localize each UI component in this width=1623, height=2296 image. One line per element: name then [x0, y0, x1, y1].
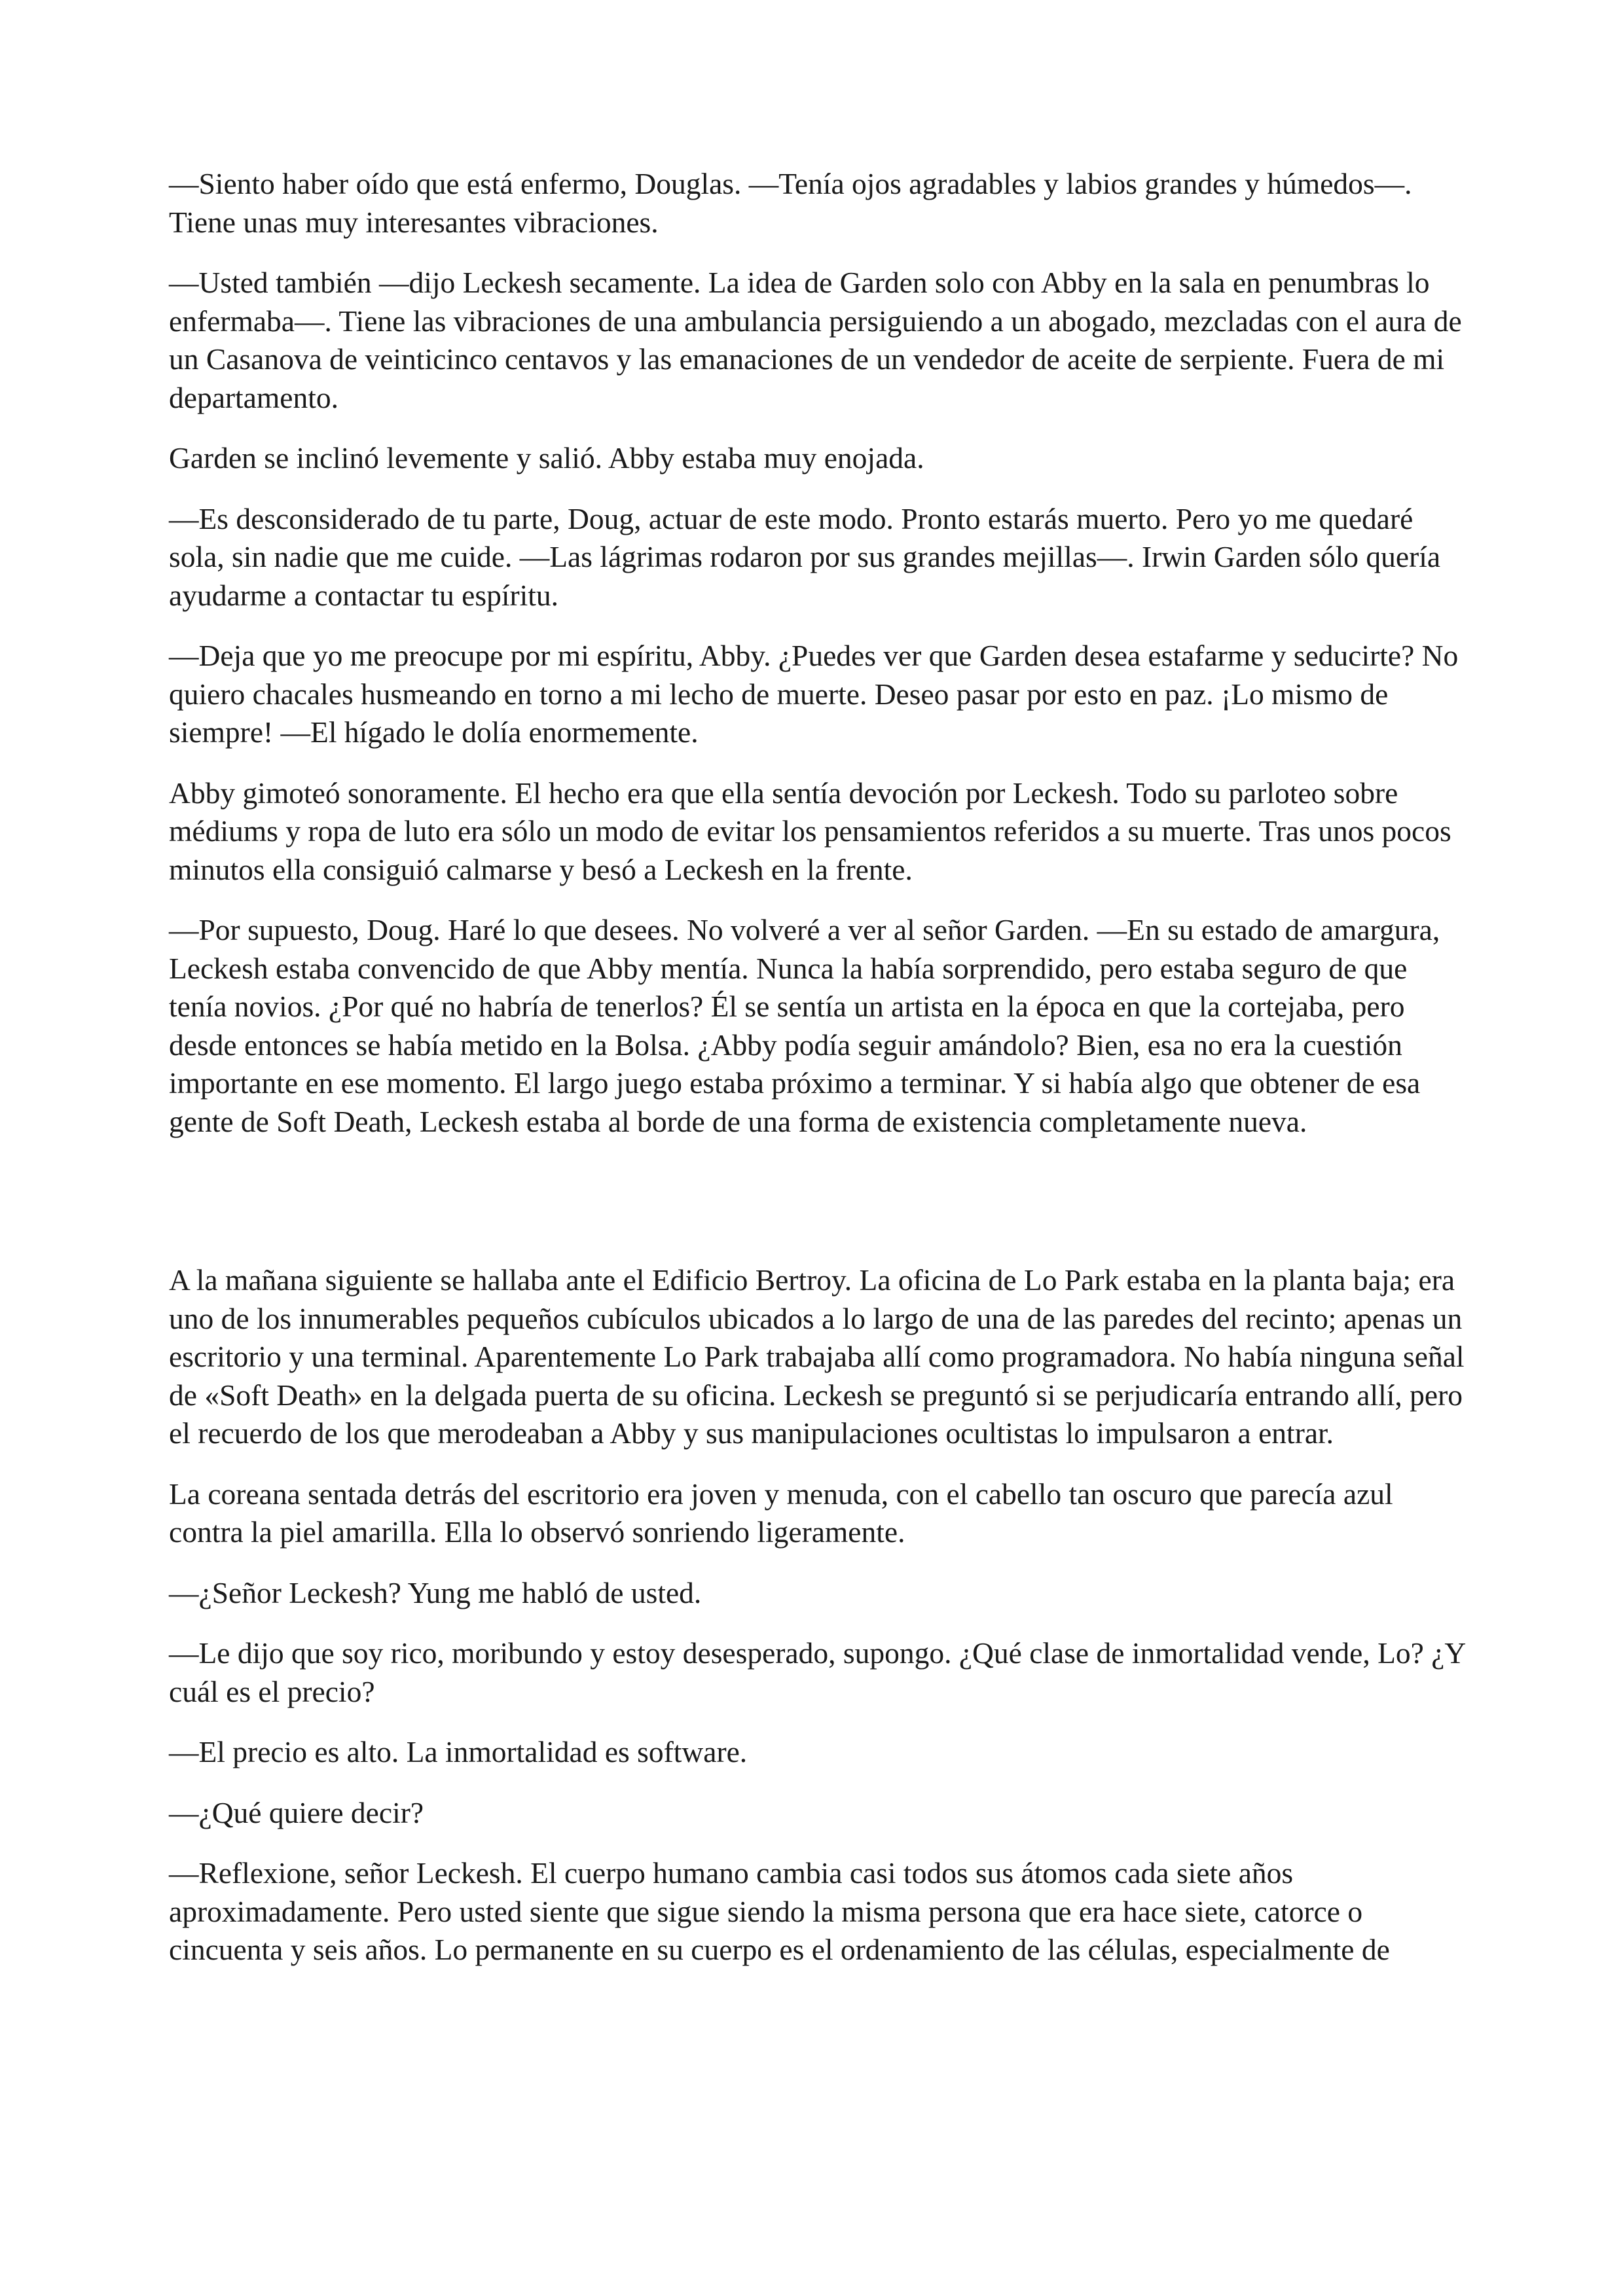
- paragraph: —El precio es alto. La inmortalidad es software.: [169, 1735, 748, 1768]
- paragraph: —Usted también —dijo Leckesh secamente. La idea de Garden solo con Abby en la sala en penumbras lo enfermaba—. Tiene las vibraciones de una ambulancia persiguiendo a un abogado, mezcladas con el aura de un Casanova de veinticinco centavos y las emanaciones de un vendedor de aceite de serpiente. Fuera de mi departamento.: [169, 266, 1462, 414]
- paragraph: —Deja que yo me preocupe por mi espíritu, Abby. ¿Puedes ver que Garden desea estafarme y seducirte? No quiero chacales husmeando en torno a mi lecho de muerte. Deseo pasar por esto en paz. ¡Lo mismo de siempre! —El hígado le dolía enormemente.: [169, 639, 1459, 749]
- paragraph: —Siento haber oído que está enfermo, Douglas. —Tenía ojos agradables y labios grandes y húmedos—. Tiene unas muy interesantes vibraciones.: [169, 167, 1412, 239]
- paragraph: —¿Qué quiere decir?: [169, 1795, 424, 1829]
- paragraph: —¿Señor Leckesh? Yung me habló de usted.: [169, 1575, 702, 1609]
- paragraph: —Es desconsiderado de tu parte, Doug, actuar de este modo. Pronto estarás muerto. Pero yo me quedaré sola, sin nadie que me cuide. —Las lágrimas rodaron por sus grandes mejillas—. Irwin Garden sólo quería ayudarme a contactar tu espíritu.: [169, 501, 1441, 612]
- paragraph: —Reflexione, señor Leckesh. El cuerpo humano cambia casi todos sus átomos cada siete años aproximadamente. Pero usted siente que sigue siendo la misma persona que era hace siete, catorce o cincuenta y seis años. Lo permanente en su cuerpo es el ordenamiento de las células, especialmente de: [169, 1856, 1390, 1966]
- paragraph: Abby gimoteó sonoramente. El hecho era que ella sentía devoción por Leckesh. Todo su parloteo sobre médiums y ropa de luto era sólo un modo de evitar los pensamientos referidos a su muerte. Tras unos pocos minutos ella consiguió calmarse y besó a Leckesh en la frente.: [169, 776, 1451, 886]
- paragraph: La coreana sentada detrás del escritorio era joven y menuda, con el cabello tan oscuro que parecía azul contra la piel amarilla. Ella lo observó sonriendo ligeramente.: [169, 1477, 1393, 1549]
- body-text: [169, 165, 1467, 1992]
- paragraph: Garden se inclinó levemente y salió. Abby estaba muy enojada.: [169, 441, 924, 475]
- paragraph: A la mañana siguiente se hallaba ante el Edificio Bertroy. La oficina de Lo Park estaba en la planta baja; era uno de los innumerables pequeños cubículos ubicados a lo largo de una de las paredes del recinto; apenas un escritorio y una terminal. Aparentemente Lo Park trabajaba allí como programadora. No había ninguna señal de «Soft Death» en la delgada puerta de su oficina. Leckesh se preguntó si se perjudicaría entrando allí, pero el recuerdo de los que merodeaban a Abby y sus manipulaciones ocultistas lo impulsaron a entrar.: [169, 1263, 1465, 1450]
- paragraph: —Le dijo que soy rico, moribundo y estoy desesperado, supongo. ¿Qué clase de inmortalidad vende, Lo? ¿Y cuál es el precio?: [169, 1636, 1465, 1708]
- section-break: [169, 1163, 1467, 1261]
- paragraph: —Por supuesto, Doug. Haré lo que desees. No volveré a ver al señor Garden. —En su estado de amargura, Leckesh estaba convencido de que Abby mentía. Nunca la había sorprendido, pero estaba seguro de que tenía novios. ¿Por qué no habría de tenerlos? Él se sentía un artista en la época en que la cortejaba, pero desde entonces se había metido en la Bolsa. ¿Abby podía seguir amándolo? Bien, esa no era la cuestión importante en ese momento. El largo juego estaba próximo a terminar. Y si había algo que obtener de esa gente de Soft Death, Leckesh estaba al borde de una forma de existencia completamente nueva.: [169, 913, 1440, 1138]
